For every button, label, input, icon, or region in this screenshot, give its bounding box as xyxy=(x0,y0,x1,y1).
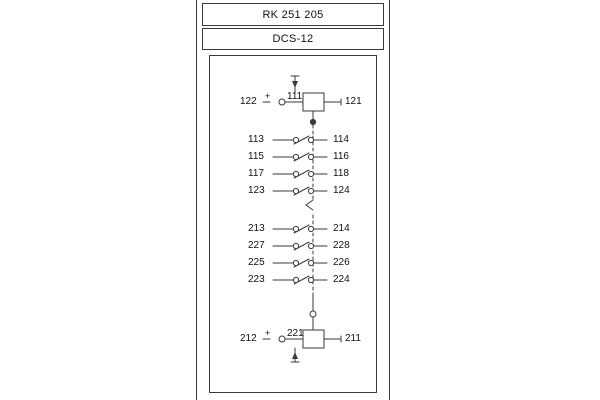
coil-label-111: 111 xyxy=(287,91,303,102)
terminal-label-123: 123 xyxy=(248,185,265,196)
terminal-label-117: 117 xyxy=(248,168,264,179)
terminal-label-114: 114 xyxy=(333,134,349,145)
terminal-label-223: 223 xyxy=(248,274,265,285)
terminal-label-211: 211 xyxy=(345,333,361,344)
terminal-label-113: 113 xyxy=(248,134,264,145)
polarity-plus-bottom: + xyxy=(265,328,271,338)
terminal-label-122: 122 xyxy=(240,96,257,107)
terminal-label-124: 124 xyxy=(333,185,350,196)
terminal-label-224: 224 xyxy=(333,274,350,285)
title-model-text: DCS-12 xyxy=(272,33,314,45)
terminal-label-212: 212 xyxy=(240,333,257,344)
terminal-label-118: 118 xyxy=(333,168,349,179)
coil-label-221: 221 xyxy=(287,328,304,339)
title-part-number-text: RK 251 205 xyxy=(262,8,324,21)
terminal-label-225: 225 xyxy=(248,257,265,268)
terminal-label-213: 213 xyxy=(248,223,265,234)
terminal-label-121: 121 xyxy=(345,96,362,107)
terminal-label-214: 214 xyxy=(333,223,350,234)
terminal-label-227: 227 xyxy=(248,240,265,251)
terminal-label-228: 228 xyxy=(333,240,350,251)
terminal-label-226: 226 xyxy=(333,257,350,268)
terminal-label-115: 115 xyxy=(248,151,264,162)
polarity-plus-top: + xyxy=(265,91,271,101)
terminal-label-116: 116 xyxy=(333,151,349,162)
